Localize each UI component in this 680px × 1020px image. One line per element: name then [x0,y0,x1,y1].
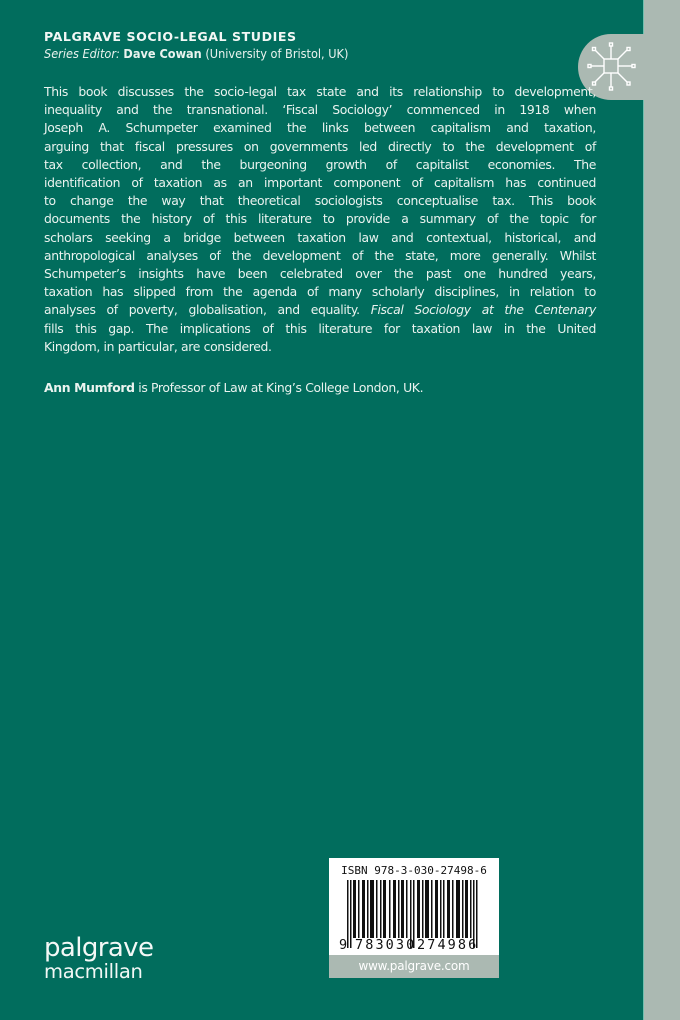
series-editor-role: Series Editor: [44,46,120,61]
description-line: taxation has slipped from the agenda of many scholarly disciplines, in relation to [44,284,596,300]
series-editor [44,46,348,61]
description-text: analyses of poverty, globalisation, and equality. [44,302,371,318]
description-line: scholars seeking a bridge between taxation law and contextual, historical, and [44,229,596,245]
description-line: tax collection, and the burgeoning growth of capitalist economies. The [44,156,596,172]
description-line: Schumpeter’s insights have been celebrated over the past one hundred years, [44,266,596,282]
publisher-name-line2: macmillan [44,960,143,983]
spine-strip [643,0,680,1020]
series-title: PALGRAVE SOCIO-LEGAL STUDIES [44,29,297,44]
description-line [44,301,596,319]
description-line: documents the history of this literature to provide a summary of the topic for [44,211,596,227]
book-description [44,83,596,356]
isbn-label: ISBN 978-3-030-27498-6 [341,864,487,877]
book-title-italic: Fiscal Sociology at the Centenary [370,302,596,318]
publisher-logo [44,935,153,982]
barcode-right-digits: 274986 [417,937,479,953]
description-line: arguing that fiscal pressures on governments led directly to the development of [44,138,596,154]
publisher-name-line1: palgrave [44,933,154,963]
series-editor-affiliation: (University of Bristol, UK) [205,46,349,61]
description-line: inequality and the transnational. ‘Fiscal Sociology’ commenced in 1918 when [44,102,596,118]
author-bio [44,380,423,395]
author-bio-text: is Professor of Law at King’s College London, UK. [134,380,424,395]
description-line: anthropological analyses of the development of the state, more generally. Whilst [44,247,596,263]
description-line: This book discusses the socio-legal tax state and its relationship to development, [44,84,596,99]
series-editor-name: Dave Cowan [123,46,202,61]
description-line: Kingdom, in particular, are considered. [44,338,272,354]
description-line: fills this gap. The implications of this literature for taxation law in the United [44,320,596,336]
isbn-barcode [329,858,499,978]
description-line: identification of taxation as an important component of capitalism has continued [44,175,596,191]
barcode-left-digits: 783030 [355,937,417,953]
description-line: to change the way that theoretical sociologists conceptualise tax. This book [44,193,596,209]
publisher-url: www.palgrave.com [329,955,499,978]
barcode-lead-digit: 9 [339,937,350,953]
author-name: Ann Mumford [44,380,135,395]
description-line: Joseph A. Schumpeter examined the links between capitalism and taxation, [44,120,596,136]
